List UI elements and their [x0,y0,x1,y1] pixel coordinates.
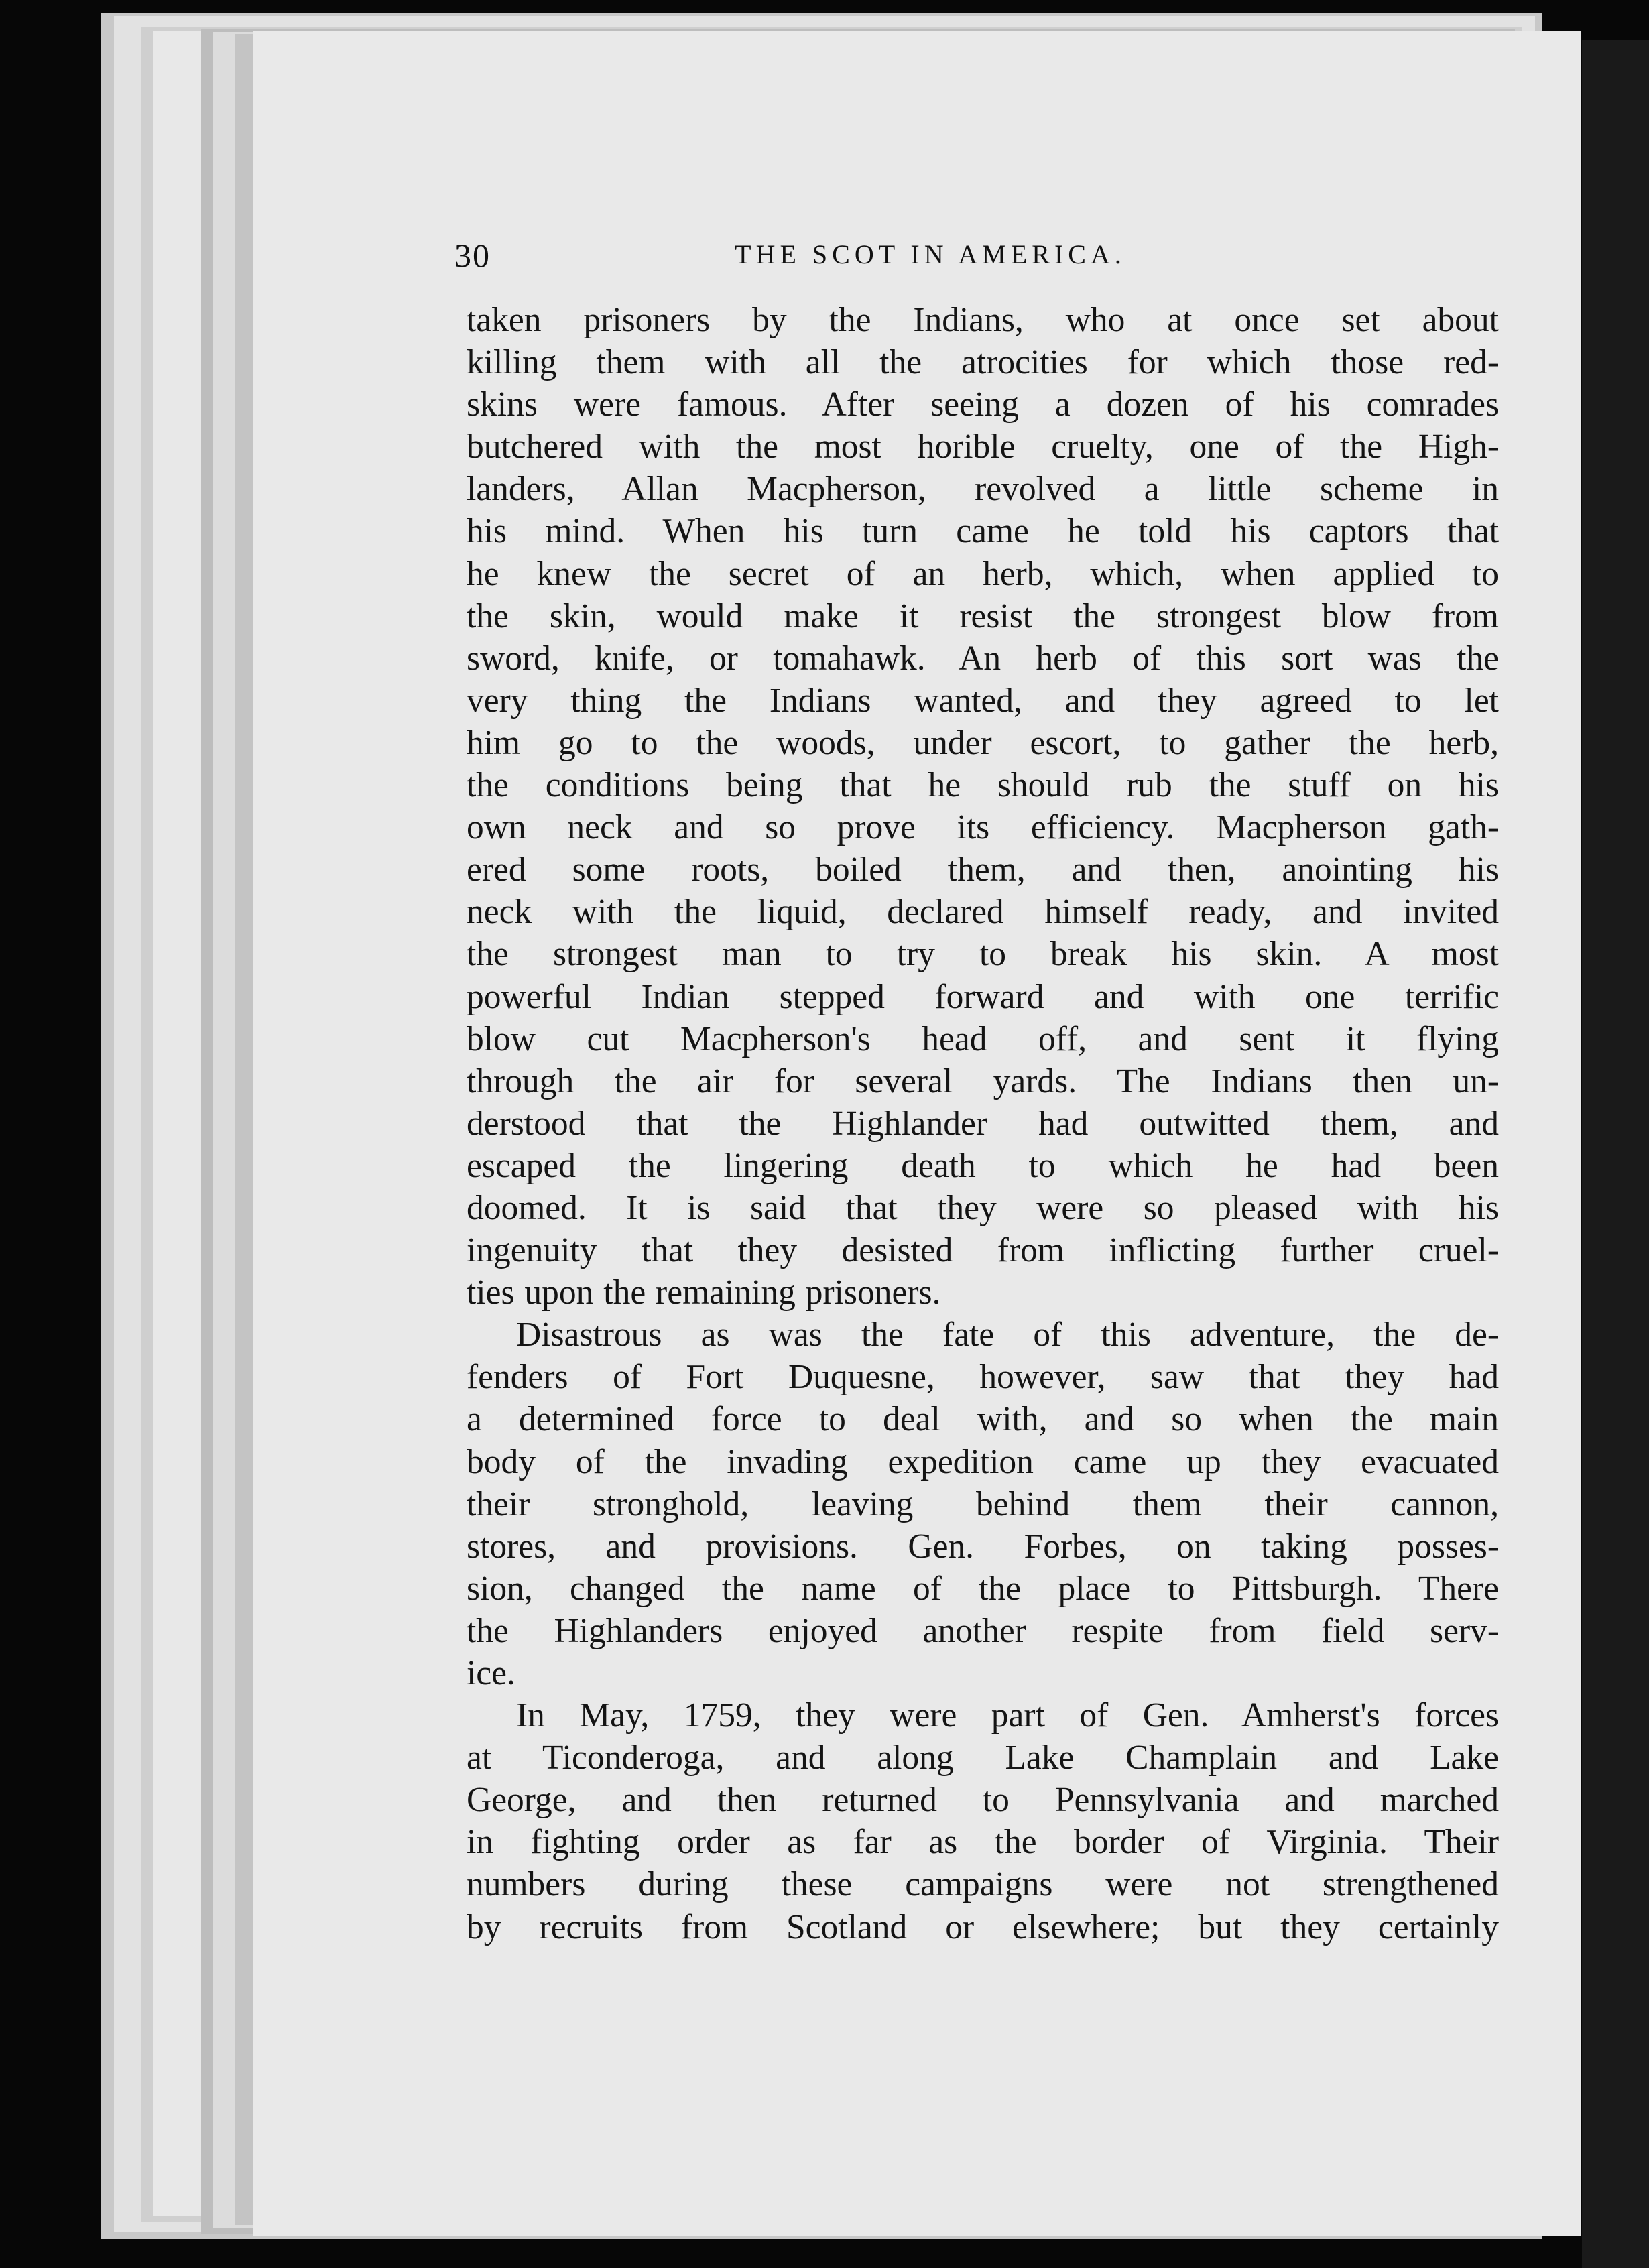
text-line: their stronghold, leaving behind them their cannon, [467,1485,1499,1523]
running-head [454,236,1487,276]
book-cover-edge [1582,40,1649,2268]
text-line: own neck and so prove its efficiency. Macpherson gath- [467,808,1499,847]
text-line: a determined force to deal with, and so when the main [467,1400,1499,1439]
text-line: In May, 1759, they were part of Gen. Amherst's forces [516,1696,1499,1735]
text-line: by recruits from Scotland or elsewhere; but they certainly [467,1907,1499,1946]
text-line: body of the invading expedition came up they evacuated [467,1442,1499,1481]
text-line: numbers during these campaigns were not strengthened [467,1865,1499,1904]
page-number: 30 [454,237,491,274]
text-line: landers, Allan Macpherson, revolved a little scheme in [467,470,1499,509]
text-line: the skin, would make it resist the strongest blow from [467,596,1499,635]
text-line: him go to the woods, under escort, to gather the herb, [467,723,1499,762]
text-line: the conditions being that he should rub the stuff on his [467,766,1499,805]
text-line: sword, knife, or tomahawk. An herb of this sort was the [467,639,1499,678]
text-line: Disastrous as was the fate of this adventure, the de- [516,1316,1499,1354]
text-line: in fighting order as far as the border of Virginia. Their [467,1823,1499,1862]
body-text [467,299,1499,1948]
text-line: skins were famous. After seeing a dozen of his comrades [467,385,1499,424]
text-line: through the air for several yards. The Indians then un- [467,1062,1499,1100]
text-line: George, and then returned to Pennsylvania and marched [467,1781,1499,1820]
text-line: derstood that the Highlander had outwitted them, and [467,1104,1499,1143]
text-line: ingenuity that they desisted from inflicting further cruel- [467,1231,1499,1270]
text-line: the Highlanders enjoyed another respite from field serv- [467,1611,1499,1650]
text-line: ties upon the remaining prisoners. [467,1273,941,1312]
text-line: powerful Indian stepped forward and with one terrific [467,977,1499,1016]
text-line: killing them with all the atrocities for which those red- [467,343,1499,382]
text-line: escaped the lingering death to which he had been [467,1146,1499,1185]
book-page [253,31,1581,2236]
text-line: very thing the Indians wanted, and they agreed to let [467,681,1499,720]
text-line: blow cut Macpherson's head off, and sent it flying [467,1019,1499,1058]
text-line: the strongest man to try to break his skin. A most [467,935,1499,974]
text-line: ice. [467,1654,515,1692]
text-line: stores, and provisions. Gen. Forbes, on taking posses- [467,1527,1499,1566]
text-line: doomed. It is said that they were so pleased with his [467,1188,1499,1227]
text-line: taken prisoners by the Indians, who at once set about [467,301,1499,339]
text-line: at Ticonderoga, and along Lake Champlain and Lake [467,1739,1499,1777]
text-line: his mind. When his turn came he told his captors that [467,512,1499,551]
text-line: fenders of Fort Duquesne, however, saw that they had [467,1358,1499,1397]
text-line: sion, changed the name of the place to Pittsburgh. There [467,1569,1499,1608]
text-line: butchered with the most horible cruelty, one of the High- [467,428,1499,466]
text-line: neck with the liquid, declared himself ready, and invited [467,893,1499,932]
text-line: ered some roots, boiled them, and then, anointing his [467,850,1499,889]
running-head-title: THE SCOT IN AMERICA. [735,239,1126,269]
text-line: he knew the secret of an herb, which, when applied to [467,554,1499,593]
